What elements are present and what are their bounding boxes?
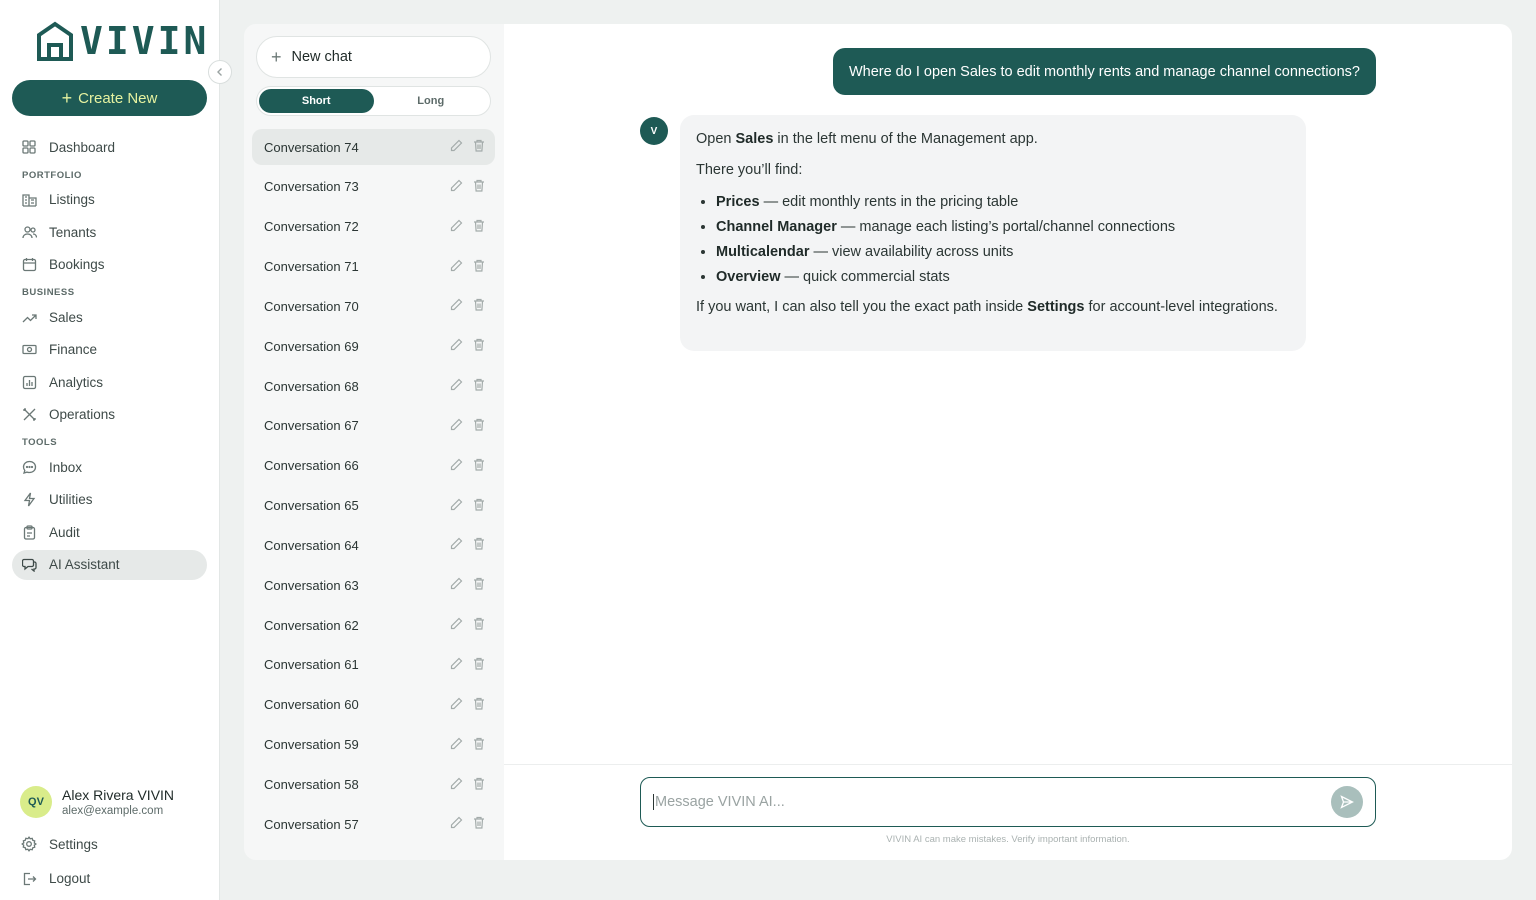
conversation-label: Conversation 60: [264, 697, 359, 713]
trash-icon[interactable]: [473, 378, 485, 394]
nav-label-ai-assistant: AI Assistant: [49, 557, 120, 572]
section-portfolio: PORTFOLIO: [22, 169, 82, 181]
grid-icon: [21, 139, 37, 155]
trash-icon[interactable]: [473, 338, 485, 354]
nav-label-logout: Logout: [49, 871, 91, 886]
tools-icon: [21, 407, 37, 423]
collapse-sidebar-button[interactable]: [208, 60, 232, 84]
ai-bullet-bold: Multicalendar: [716, 244, 810, 260]
ai-bullet-text: — view availability across units: [809, 244, 1014, 260]
conversation-item[interactable]: [252, 129, 495, 165]
chevron-left-icon: [215, 67, 225, 77]
gear-icon: [21, 836, 37, 852]
conversation-item[interactable]: [252, 408, 495, 444]
composer-divider: [504, 764, 1512, 765]
logo-house-icon: [36, 21, 74, 61]
conversation-label: Conversation 57: [264, 816, 359, 832]
conversation-item[interactable]: [252, 806, 495, 842]
logo[interactable]: [36, 20, 209, 62]
conversation-item[interactable]: [252, 209, 495, 245]
profile-name: Alex Rivera VIVIN: [62, 787, 175, 803]
ai-intro-bold: Sales: [735, 131, 774, 147]
conversation-item[interactable]: [252, 288, 495, 324]
lightning-icon: [21, 492, 37, 508]
new-chat-label: New chat: [291, 49, 352, 65]
building-icon: [21, 192, 37, 208]
nav-item-finance[interactable]: [12, 335, 207, 365]
conversation-label: Conversation 70: [264, 298, 359, 314]
users-icon: [21, 224, 37, 240]
conversation-item[interactable]: [252, 448, 495, 484]
nav-item-ai-assistant[interactable]: [12, 550, 207, 580]
ai-bullet: [716, 265, 1290, 290]
trash-icon[interactable]: [473, 577, 485, 593]
conversation-label: Conversation 74: [264, 139, 359, 155]
section-tools: TOOLS: [22, 437, 58, 448]
bottom-nav: [12, 828, 207, 897]
conversation-label: Conversation 58: [264, 777, 359, 792]
nav-label-operations: Operations: [49, 407, 116, 422]
conversation-label: Conversation 68: [264, 378, 359, 394]
edit-icon[interactable]: [450, 338, 463, 354]
edit-icon[interactable]: [450, 378, 463, 394]
nav-item-listings[interactable]: [12, 185, 207, 215]
ai-outro-bold: Settings: [1027, 299, 1085, 315]
conversation-label: Conversation 61: [264, 657, 359, 673]
edit-icon[interactable]: [450, 139, 463, 155]
trash-icon[interactable]: [473, 219, 485, 235]
conversation-item[interactable]: [252, 727, 495, 763]
nav-item-dashboard[interactable]: [12, 132, 207, 162]
ai-intro-post: in the left menu of the Management app.: [773, 131, 1038, 147]
conversation-label: Conversation 65: [264, 498, 359, 514]
nav-item-sales[interactable]: [12, 302, 207, 332]
ai-avatar: V: [640, 117, 668, 145]
ai-intro-pre: Open: [696, 131, 736, 147]
conversation-item[interactable]: [252, 607, 495, 643]
new-chat-button[interactable]: [256, 36, 491, 78]
edit-icon[interactable]: [450, 777, 463, 793]
edit-icon[interactable]: [450, 298, 463, 314]
trash-icon[interactable]: [473, 139, 485, 155]
conversation-label: Conversation 62: [264, 617, 359, 633]
conversation-label: Conversation 63: [264, 577, 359, 593]
create-new-button[interactable]: [12, 80, 207, 116]
ai-bullet-bold: Overview: [716, 269, 781, 285]
nav-item-operations[interactable]: [12, 400, 207, 430]
disclaimer: VIVIN AI can make mistakes. Verify important information.: [886, 834, 1130, 845]
conversation-item[interactable]: [252, 368, 495, 404]
conversation-panel: [244, 24, 504, 860]
conversation-label: Conversation 72: [264, 219, 359, 235]
nav-label-settings: Settings: [49, 836, 98, 852]
edit-icon[interactable]: [450, 458, 463, 474]
conversation-label: Conversation 69: [264, 338, 359, 354]
nav-label-analytics: Analytics: [49, 374, 104, 390]
edit-icon[interactable]: [450, 697, 463, 713]
trash-icon[interactable]: [473, 259, 485, 275]
ai-bullet: [716, 215, 1290, 240]
nav-item-bookings[interactable]: [12, 250, 207, 280]
calendar-icon: [21, 257, 37, 273]
send-icon: [1340, 795, 1354, 809]
trash-icon[interactable]: [473, 697, 485, 713]
conversation-label: Conversation 59: [264, 737, 359, 753]
user-message: Where do I open Sales to edit monthly rents and manage channel connections?: [833, 48, 1376, 95]
toggle-short[interactable]: Short: [259, 89, 374, 113]
conversation-item[interactable]: [252, 567, 495, 603]
edit-icon[interactable]: [450, 816, 463, 832]
trash-icon[interactable]: [473, 298, 485, 314]
nav-item-analytics[interactable]: [12, 367, 207, 397]
message-input[interactable]: [653, 794, 1331, 810]
edit-icon[interactable]: [450, 737, 463, 753]
trash-icon[interactable]: [473, 537, 485, 553]
conversation-label: Conversation 73: [264, 179, 359, 195]
nav-label-finance: Finance: [49, 342, 98, 357]
nav-label-dashboard: Dashboard: [49, 139, 116, 155]
conversation-list: [252, 129, 495, 846]
toggle-long[interactable]: Long: [417, 95, 445, 107]
ai-find: There you’ll find:: [696, 162, 803, 178]
ai-bullets: [696, 190, 1290, 290]
logo-text: VIVIN: [80, 19, 210, 63]
conversation-item[interactable]: [252, 249, 495, 285]
nav-item-logout[interactable]: [12, 863, 207, 895]
ai-bullet-text: — quick commercial stats: [780, 269, 950, 285]
ai-bullet-bold: Prices: [716, 194, 760, 210]
nav-label-audit: Audit: [49, 524, 80, 540]
conversation-item[interactable]: [252, 647, 495, 683]
plus-icon: +: [271, 47, 282, 67]
ai-outro: [696, 296, 1290, 319]
ai-bullet-bold: Channel Manager: [716, 219, 837, 235]
nav-item-audit[interactable]: [12, 517, 207, 547]
send-button[interactable]: [1331, 786, 1363, 818]
ai-bullet-text: — edit monthly rents in the pricing table: [759, 194, 1019, 210]
conversation-label: Conversation 66: [264, 458, 359, 474]
edit-icon[interactable]: [450, 418, 463, 434]
trash-icon[interactable]: [473, 498, 485, 514]
banknote-icon: [21, 342, 37, 358]
conversation-item[interactable]: [252, 687, 495, 723]
ai-bullet: [716, 190, 1290, 215]
edit-icon[interactable]: [450, 179, 463, 195]
chat-bot-icon: [21, 557, 37, 573]
length-toggle: [256, 86, 491, 116]
trash-icon[interactable]: [473, 657, 485, 673]
nav-item-settings[interactable]: [12, 828, 207, 860]
ai-outro-pre: If you want, I can also tell you the exact path inside: [696, 299, 1028, 315]
nav-label-inbox: Inbox: [49, 459, 83, 475]
trash-icon[interactable]: [473, 418, 485, 434]
edit-icon[interactable]: [450, 537, 463, 553]
nav-label-bookings: Bookings: [49, 257, 105, 272]
chat-bubble-icon: [21, 459, 37, 475]
chat-area: [504, 24, 1512, 860]
conversation-item[interactable]: [252, 527, 495, 563]
trash-icon[interactable]: [473, 617, 485, 633]
trash-icon[interactable]: [473, 179, 485, 195]
edit-icon[interactable]: [450, 219, 463, 235]
conversation-label: Conversation 71: [264, 259, 359, 275]
conversation-label: Conversation 64: [264, 537, 359, 553]
avatar: QV: [20, 786, 52, 818]
clipboard-icon: [21, 524, 37, 540]
conversation-label: Conversation 67: [264, 418, 359, 434]
nav-label-listings: Listings: [49, 192, 95, 207]
edit-icon[interactable]: [450, 657, 463, 673]
edit-icon[interactable]: [450, 577, 463, 593]
nav-item-utilities[interactable]: [12, 485, 207, 515]
nav-label-utilities: Utilities: [49, 492, 93, 507]
ai-outro-post: for account-level integrations.: [1084, 299, 1278, 315]
create-new-label: Create New: [78, 89, 158, 107]
nav-item-inbox[interactable]: [12, 452, 207, 482]
conversation-item[interactable]: [252, 169, 495, 205]
nav-label-sales: Sales: [49, 309, 83, 325]
main-nav: [12, 132, 207, 582]
ai-bullet: [716, 240, 1290, 265]
section-business: BUSINESS: [22, 287, 75, 298]
conversation-item[interactable]: [252, 328, 495, 364]
nav-item-tenants[interactable]: [12, 217, 207, 247]
logout-icon: [21, 871, 37, 887]
edit-icon[interactable]: [450, 498, 463, 514]
edit-icon[interactable]: [450, 617, 463, 633]
nav-label-tenants: Tenants: [49, 224, 97, 240]
ai-bullet-text: — manage each listing’s portal/channel connections: [836, 219, 1176, 235]
ai-message: [680, 115, 1306, 351]
bar-chart-icon: [21, 374, 37, 390]
trending-up-icon: [21, 309, 37, 325]
sidebar: [0, 0, 220, 900]
trash-icon[interactable]: [473, 816, 485, 832]
conversation-item[interactable]: [252, 488, 495, 524]
user-profile[interactable]: [20, 786, 174, 818]
profile-email: alex@example.com: [62, 805, 164, 817]
trash-icon[interactable]: [473, 737, 485, 753]
plus-icon: +: [61, 88, 73, 108]
conversation-item[interactable]: [252, 767, 495, 803]
edit-icon[interactable]: [450, 259, 463, 275]
message-composer: [640, 777, 1376, 827]
trash-icon[interactable]: [473, 458, 485, 474]
ai-intro: [696, 128, 1290, 151]
trash-icon[interactable]: [473, 777, 485, 793]
